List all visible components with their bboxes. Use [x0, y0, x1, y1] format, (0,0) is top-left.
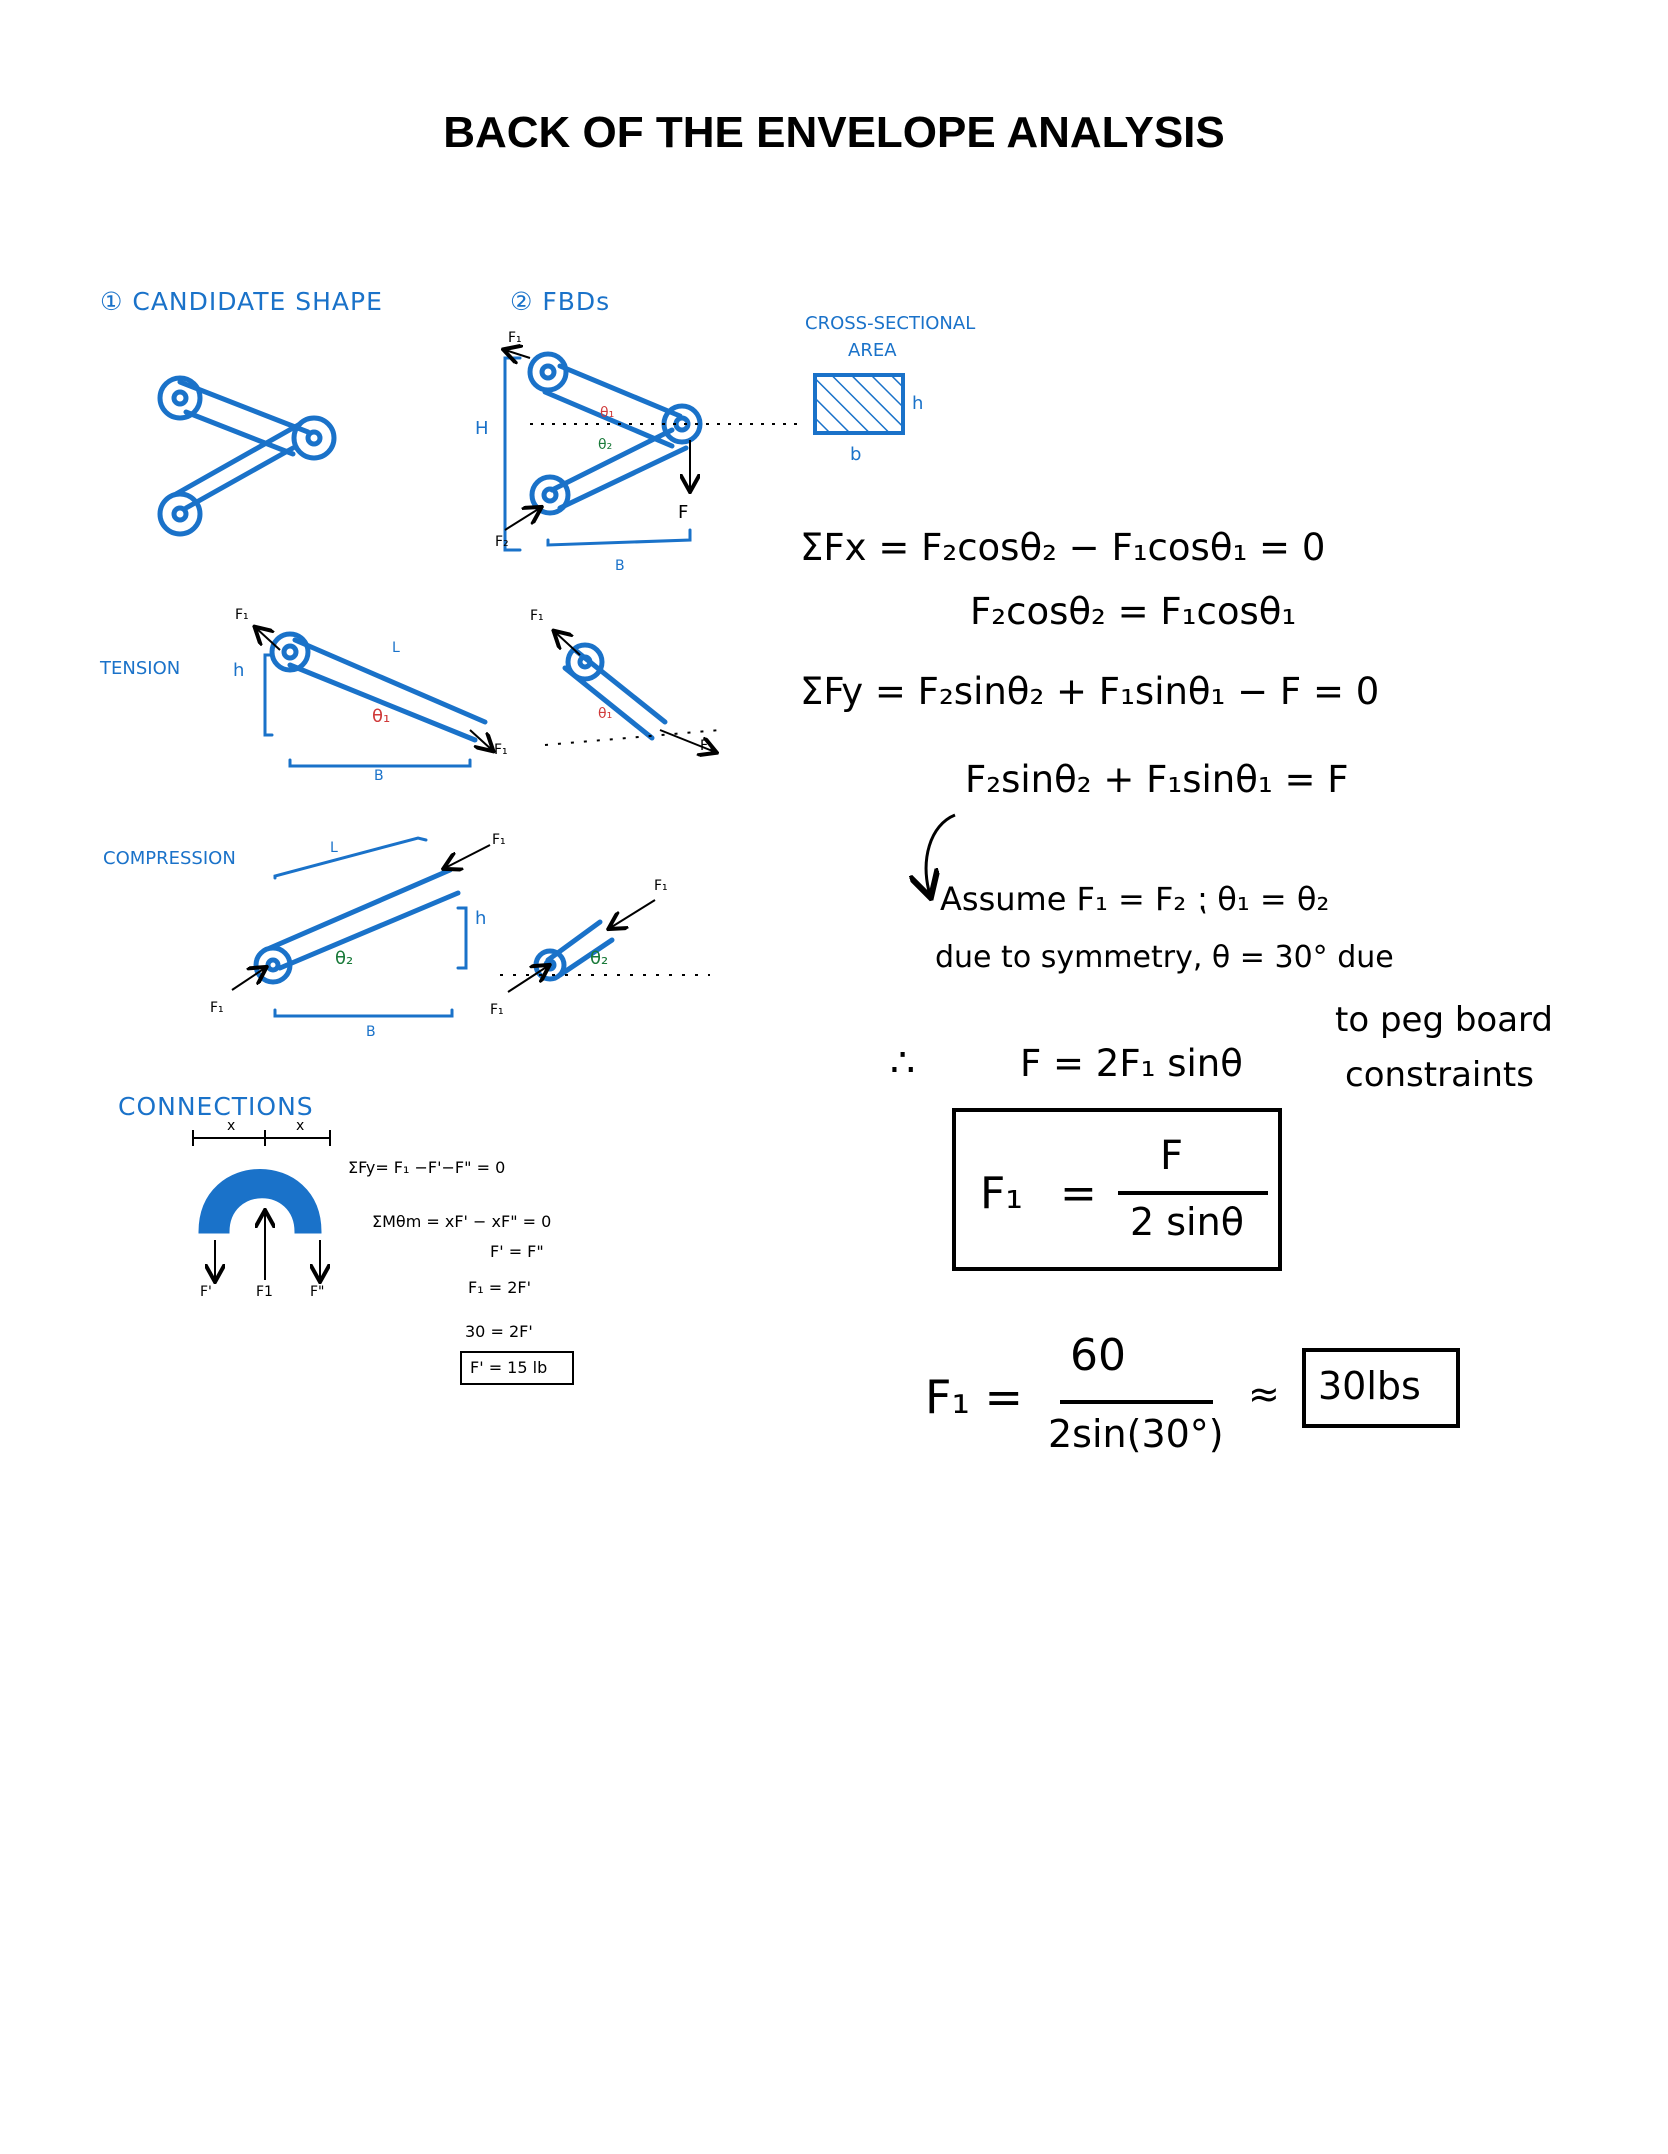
page-title: BACK OF THE ENVELOPE ANALYSIS — [443, 108, 1225, 157]
compression-label-theta2: θ₂ — [335, 948, 354, 969]
equation-fx-result: F₂cosθ₂ = F₁cosθ₁ — [970, 590, 1297, 633]
connection-sum-fy: ΣFy= F₁ −F'−F" = 0 — [348, 1158, 506, 1177]
connection-label-f1: F1 — [256, 1284, 273, 1300]
tension-drawing — [265, 634, 665, 766]
tension-label-f1-end: F₁ — [494, 742, 508, 758]
section-fbds: ② FBDs — [510, 287, 611, 316]
section-cross-section: CROSS-SECTIONAL — [805, 313, 976, 334]
connection-thirty: 30 = 2F' — [465, 1322, 533, 1341]
compression-label-h: h — [475, 908, 487, 929]
tension-label-f1: F₁ — [235, 607, 249, 623]
tension-fbd-label-f1-end: F₁ — [700, 738, 714, 754]
connection-result-box — [460, 1351, 574, 1385]
compression-label-b: B — [366, 1024, 376, 1040]
fbd-label-b: B — [615, 558, 625, 574]
tension-label-b: B — [374, 768, 384, 784]
section-cross-section-area: AREA — [848, 340, 897, 361]
fbd-label-f2: F₂ — [495, 534, 509, 550]
boxed-equals: = — [1060, 1168, 1097, 1219]
tension-label-h: h — [233, 660, 245, 681]
equation-fy-result: F₂sinθ₂ + F₁sinθ₁ = F — [965, 758, 1349, 801]
equation-peg2: constraints — [1345, 1055, 1534, 1095]
tension-fbd-label-f1: F₁ — [530, 608, 544, 624]
connection-x1: x — [227, 1118, 236, 1134]
section-compression: COMPRESSION — [103, 848, 236, 869]
equation-f: F = 2F₁ sinθ — [1020, 1042, 1243, 1085]
boxed-denominator: 2 sinθ — [1130, 1200, 1244, 1244]
equation-peg1: to peg board — [1335, 1000, 1554, 1040]
final-numerator: 60 — [1070, 1330, 1126, 1381]
connection-label-f-prime: F' — [200, 1284, 212, 1300]
compression-fbd-label-f1: F₁ — [654, 878, 668, 894]
connection-sum-m: ΣMθm = xF' − xF" = 0 — [372, 1212, 552, 1231]
connection-label-f-dprime: F" — [310, 1284, 325, 1300]
tension-label-theta1: θ₁ — [372, 706, 391, 727]
fbd-label-theta1: θ₁ — [600, 405, 615, 421]
compression-fbd-label-f1-end: F₁ — [490, 1002, 504, 1018]
section-connections: CONNECTIONS — [118, 1092, 314, 1121]
equation-sum-fx: ΣFx = F₂cosθ₂ − F₁cosθ₁ = 0 — [800, 526, 1326, 569]
fbd-label-h: H — [475, 418, 489, 439]
cross-label-b: b — [850, 444, 862, 465]
connection-f-equal: F' = F" — [490, 1242, 544, 1261]
final-approx: ≈ — [1248, 1372, 1280, 1416]
final-denominator: 2sin(30°) — [1048, 1412, 1224, 1456]
compression-label-f1-end: F₁ — [210, 1000, 224, 1016]
boxed-lhs: F₁ — [980, 1168, 1023, 1219]
connection-x2: x — [296, 1118, 305, 1134]
equation-symmetry: due to symmetry, θ = 30° due — [935, 940, 1394, 975]
compression-label-f1: F₁ — [492, 832, 506, 848]
tension-fbd-label-theta1: θ₁ — [598, 706, 613, 722]
fbd-label-f: F — [678, 502, 689, 523]
section-candidate-shape: ① CANDIDATE SHAPE — [100, 287, 383, 316]
compression-drawing — [256, 838, 612, 1016]
fbd-label-f1: F₁ — [508, 330, 522, 346]
connection-result: F' = 15 lb — [470, 1358, 548, 1377]
connection-drawing — [193, 1130, 330, 1280]
equation-sum-fy: ΣFy = F₂sinθ₂ + F₁sinθ₁ − F = 0 — [800, 670, 1380, 713]
final-lhs: F₁ = — [925, 1370, 1024, 1424]
final-result: 30lbs — [1318, 1364, 1421, 1408]
fbd-label-theta2: θ₂ — [598, 437, 613, 453]
equation-therefore: ∴ — [890, 1040, 916, 1086]
section-tension: TENSION — [100, 658, 181, 679]
compression-label-l: L — [330, 840, 338, 856]
equation-assume: Assume F₁ = F₂ ⁏ θ₁ = θ₂ — [940, 880, 1330, 918]
boxed-numerator: F — [1160, 1133, 1184, 1179]
cross-label-h: h — [912, 393, 924, 414]
compression-fbd-label-theta2: θ₂ — [590, 948, 609, 969]
connection-f1-eq: F₁ = 2F' — [468, 1278, 531, 1297]
cross-section-rect — [815, 375, 903, 433]
tension-label-l: L — [392, 640, 400, 656]
final-result-box — [1302, 1348, 1460, 1428]
candidate-shape-drawing — [160, 378, 334, 534]
